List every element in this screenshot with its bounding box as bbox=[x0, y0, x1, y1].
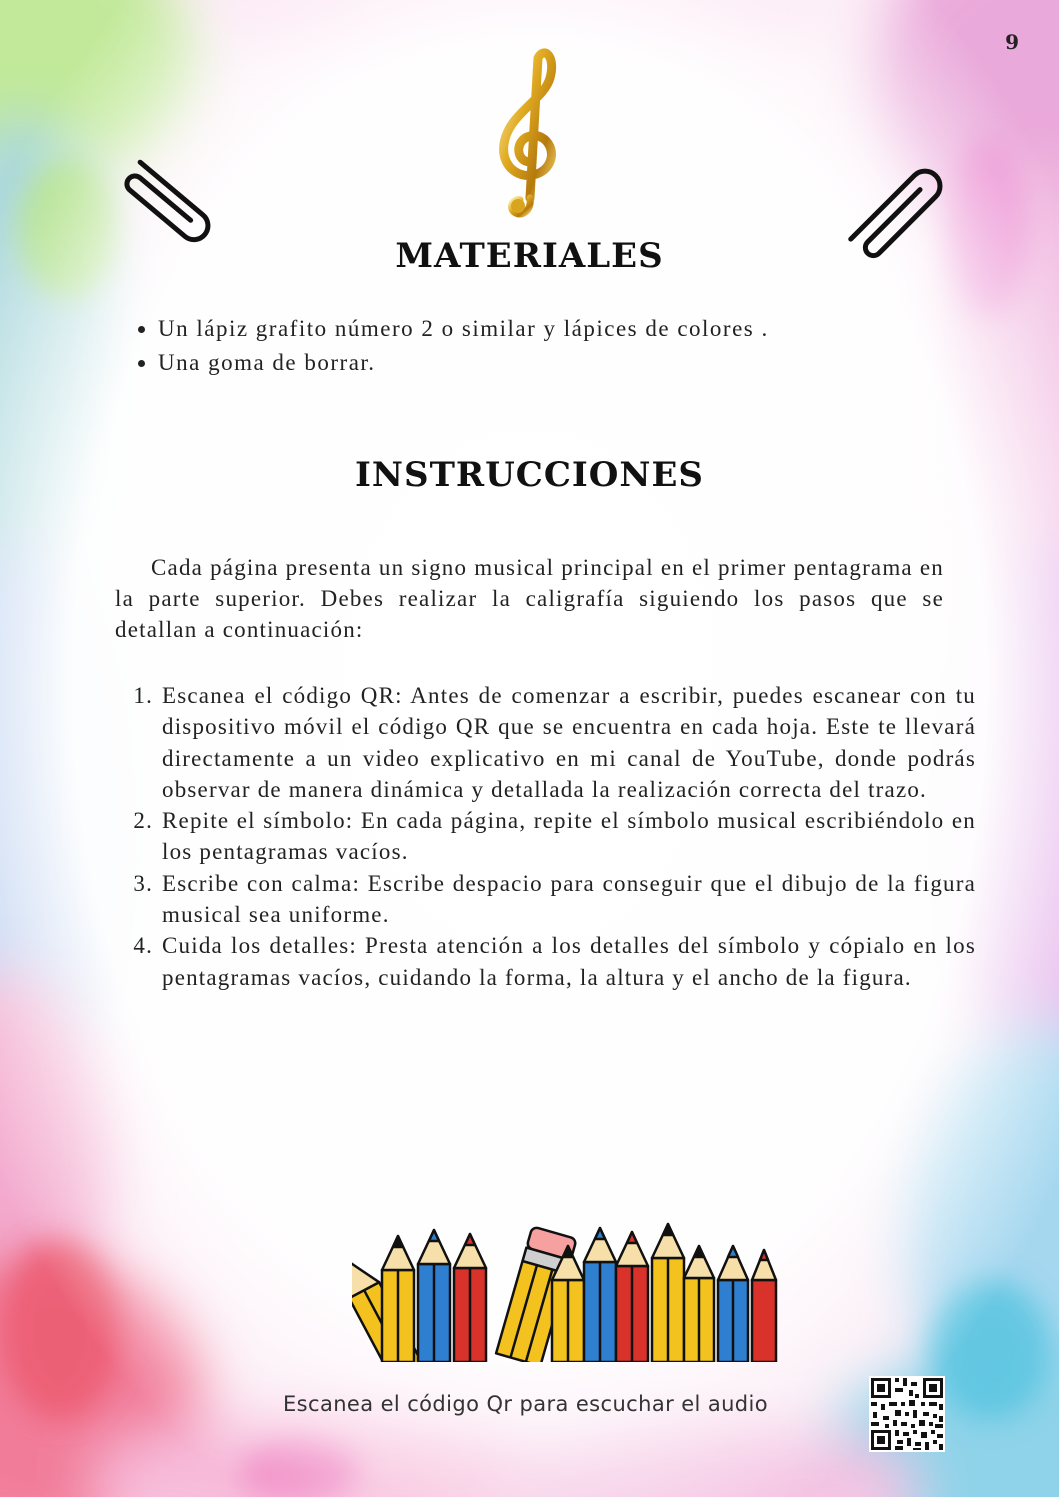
instruction-step: 4. Cuida los detalles: Presta atención a los detalles del símbolo y cópialo en los pentagramas vacíos, cuidando la forma, la altura y el ancho de la figura. bbox=[160, 930, 976, 993]
instructions-steps bbox=[128, 680, 976, 993]
colored-pencils-illustration bbox=[352, 1222, 780, 1362]
instructions-title: INSTRUCCIONES bbox=[355, 455, 704, 495]
instruction-step: 3. Escribe con calma: Escribe despacio para conseguir que el dibujo de la figura musical sea uniforme. bbox=[160, 868, 976, 931]
page-number: 9 bbox=[1005, 30, 1019, 54]
qr-code-icon[interactable] bbox=[869, 1376, 945, 1452]
instruction-step: 2. Repite el símbolo: En cada página, repite el símbolo musical escribiéndolo en los pentagramas vacíos. bbox=[160, 805, 976, 868]
materials-list bbox=[128, 312, 769, 380]
materials-item: • Un lápiz grafito número 2 o similar y lápices de colores . bbox=[158, 312, 769, 346]
instructions-intro: Cada página presenta un signo musical principal en el primer pentagrama en la parte superior. Debes realizar la caligrafía siguiendo los pasos que se detallan a continuación: bbox=[115, 555, 944, 642]
materials-title: MATERIALES bbox=[395, 236, 664, 276]
materials-item: • Una goma de borrar. bbox=[158, 346, 769, 380]
footer-caption: Escanea el código Qr para escuchar el audio bbox=[283, 1392, 769, 1416]
treble-clef-icon bbox=[478, 48, 578, 223]
instruction-step: 1. Escanea el código QR: Antes de comenzar a escribir, puedes escanear con tu dispositivo móvil el código QR que se encuentra en cada hoja. Este te llevará directamente a un video explicativo en mi canal de YouTube, donde podrás observar de manera dinámica y detallada la realización correcta del trazo. bbox=[160, 680, 976, 805]
